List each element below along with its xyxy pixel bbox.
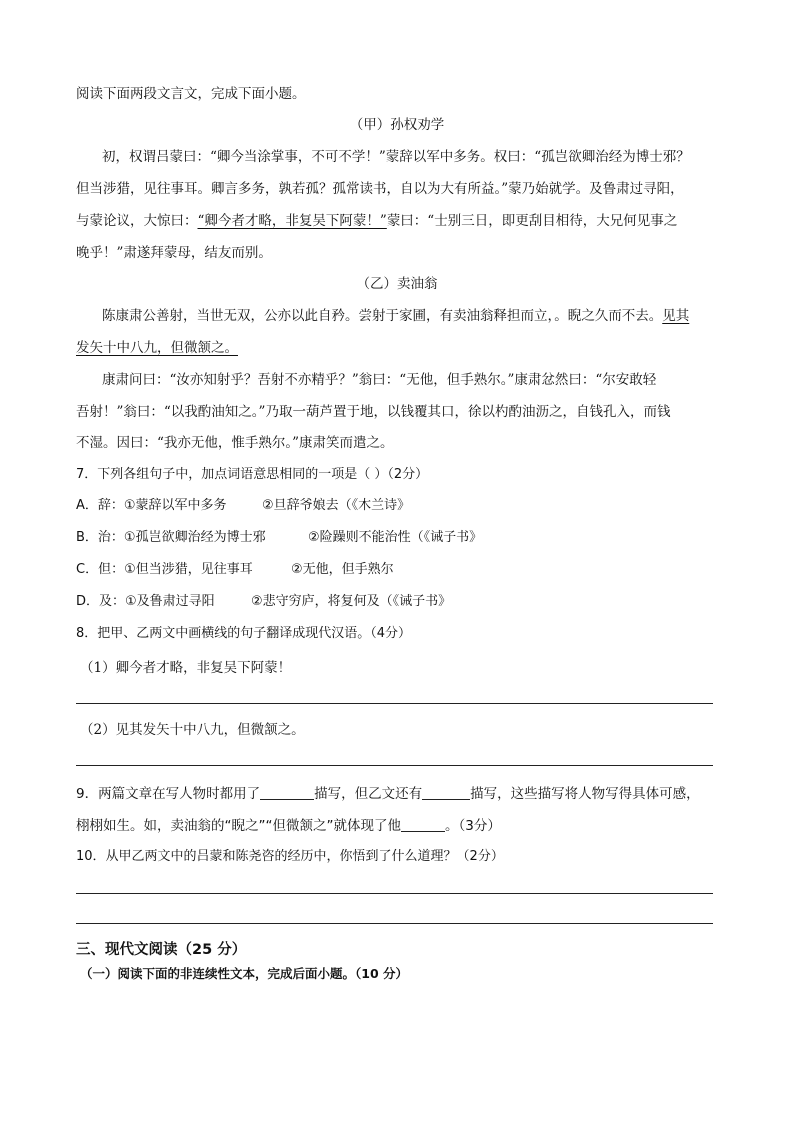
underlined-sentence-2a: 见其 [662,308,690,324]
passage-b-line-3: 康肃问曰：“汝亦知射乎？吾射不亦精乎？”翁曰：“无他，但手熟尔。”康肃忿然曰：“尔安敢轻 [102,372,657,388]
answer-line-q8-1[interactable] [76,703,713,704]
passage-a-line-2: 但当涉猎，见往事耳。卿言多务，孰若孤？孤常读书，自以为大有所益。”蒙乃始就学。及鲁肃过寻阳， [76,181,684,197]
q9-part-3: 描写，这些描写将人物写得具体可感， [470,786,700,802]
reading-intro: 阅读下面两段文言文，完成下面小题。 [76,86,306,102]
q7-option-c [76,560,394,580]
q7-stem: 7．下列各组句子中，加点词语意思相同的一项是（ ）（2分） [76,467,429,482]
section-3-subheading: （一）阅读下面的非连续性文本，完成后面小题。（10 分） [80,966,408,981]
passage-b-title: （乙）卖油翁 [356,276,438,292]
q7-option-b-1: B．治：①孤岂欲卿治经为博士邪 [76,530,266,545]
passage-a-line-3-post: 蒙曰：“士别三日，即更刮目相待，大兄何见事之 [386,213,678,229]
underlined-sentence-2b: 发矢十中八九，但微颔之。 [76,340,238,356]
q9-part-1: 9．两篇文章在写人物时都用了 [76,786,261,802]
q7-option-d-2: ②悲守穷庐，将复何及（《诫子书》 [251,594,452,609]
passage-a-line-3-pre: 与蒙论议，大惊曰： [76,213,198,229]
q7-option-c-1: C．但：①但当涉猎，见往事耳 [76,562,253,577]
q9-blank-3[interactable] [401,817,445,832]
q7-option-a-1: A．辞：①蒙辞以军中多务 [76,498,227,513]
passage-a-line-4: 晚乎！”肃遂拜蒙母，结友而别。 [76,245,272,261]
answer-line-q10-1[interactable] [76,893,713,894]
q7-option-b [76,528,482,548]
passage-a-title: （甲）孙权劝学 [349,117,445,133]
section-3-heading: 三、现代文阅读（25 分） [76,942,247,958]
q9-line-2 [76,816,501,836]
q9-blank-1[interactable] [260,785,314,800]
underlined-sentence-1: “卿今者才略，非复吴下阿蒙！” [197,213,387,229]
q8-sub-2: （2）见其发矢十中八九，但微颔之。 [80,722,305,738]
q7-option-a [76,496,410,516]
q9-line-1 [76,784,700,804]
q7-option-c-2: ②无他，但手熟尔 [291,562,394,577]
q8-sub-1: （1）卿今者才略，非复吴下阿蒙！ [80,660,292,676]
passage-b-line-5: 不湿。因曰：“我亦无他，惟手熟尔。”康肃笑而遣之。 [76,435,394,451]
answer-line-q10-2[interactable] [76,923,713,924]
q7-option-b-2: ②险躁则不能治性（《诫子书》 [308,530,483,545]
q8-stem: 8．把甲、乙两文中画横线的句子翻译成现代汉语。（4分） [76,626,412,641]
passage-b-line-2 [76,338,238,358]
q9-part-5: 。（3分） [444,818,501,834]
q7-option-a-2: ②旦辞爷娘去（《木兰诗》 [262,498,411,513]
q7-option-d [76,592,451,612]
q9-blank-2[interactable] [422,785,470,800]
q7-option-d-1: D．及：①及鲁肃过寻阳 [76,594,215,609]
q9-part-4: 栩栩如生。如，卖油翁的“睨之”“但微颔之”就体现了他 [76,818,401,834]
passage-b-line-1-pre: 陈康肃公善射，当世无双，公亦以此自矜。尝射于家圃，有卖油翁释担而立，。睨之久而不去。 [102,308,663,324]
answer-line-q8-2[interactable] [76,765,713,766]
passage-a-line-3 [76,211,677,231]
passage-a-line-1: 初，权谓吕蒙曰：“卿今当涂掌事，不可不学！”蒙辞以军中多务。权曰：“孤岂欲卿治经为博士邪？ [102,149,690,165]
q10-stem: 10．从甲乙两文中的吕蒙和陈尧咨的经历中，你悟到了什么道理？（2分） [76,849,504,864]
passage-b-line-1 [102,306,689,326]
passage-b-line-4: 吾射！”翁曰：“以我酌油知之。”乃取一葫芦置于地，以钱覆其口，徐以杓酌油沥之，自钱孔入，而钱 [76,404,671,420]
q9-part-2: 描写，但乙文还有 [314,786,423,802]
